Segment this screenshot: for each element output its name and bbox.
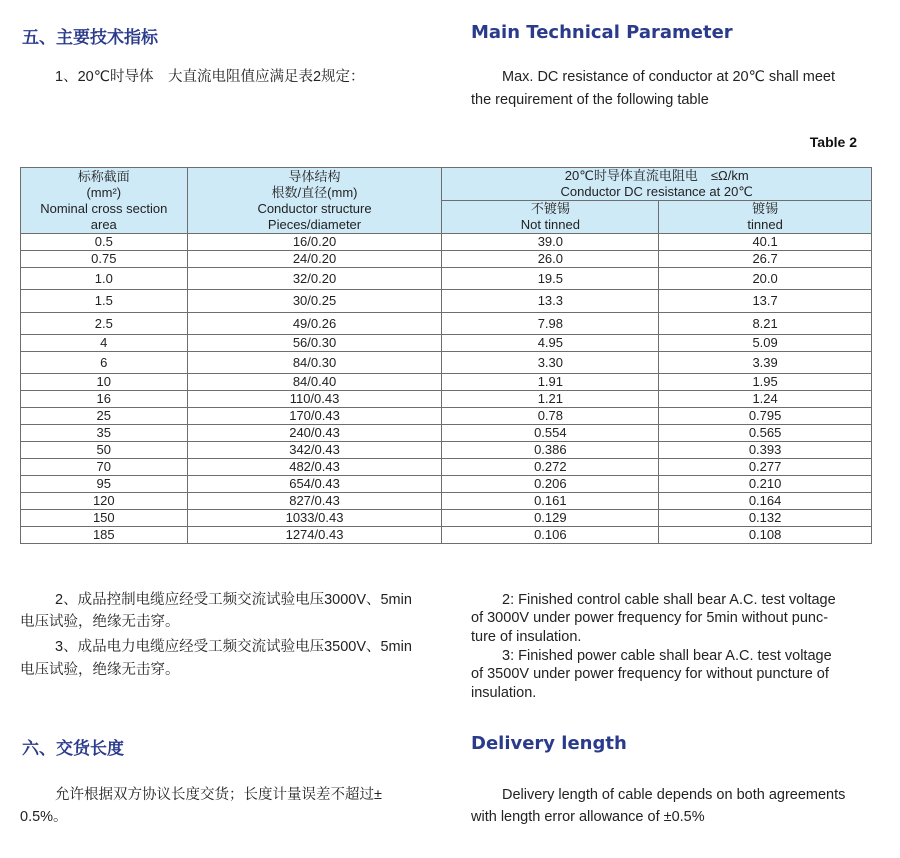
cell-tinned: 40.1 bbox=[659, 234, 872, 251]
cell-structure: 110/0.43 bbox=[187, 391, 442, 408]
cell-tinned: 26.7 bbox=[659, 251, 872, 268]
cell-area: 1.5 bbox=[21, 290, 188, 313]
intro-cn: 1、20℃时导体 大直流电阻值应满足表2规定： bbox=[55, 69, 365, 85]
cell-not-tinned: 0.554 bbox=[442, 425, 659, 442]
resistance-table bbox=[20, 167, 872, 544]
section5-heading-cn: 五、主要技术指标 bbox=[22, 28, 158, 48]
table-row bbox=[21, 352, 872, 374]
cell-tinned: 3.39 bbox=[659, 352, 872, 374]
table-caption: Table 2 bbox=[809, 134, 857, 150]
cell-tinned: 20.0 bbox=[659, 268, 872, 290]
table-row bbox=[21, 459, 872, 476]
table-row bbox=[21, 442, 872, 459]
item3-en-line2: of 3500V under power frequency for without puncture of bbox=[471, 666, 829, 682]
intro-en-line2: the requirement of the following table bbox=[471, 92, 709, 108]
cell-not-tinned: 26.0 bbox=[442, 251, 659, 268]
table-row bbox=[21, 391, 872, 408]
cell-area: 0.5 bbox=[21, 234, 188, 251]
item3-cn-line2: 电压试验，绝缘无击穿。 bbox=[20, 662, 180, 678]
table-row bbox=[21, 425, 872, 442]
table-row bbox=[21, 493, 872, 510]
item3-cn-line1: 3、成品电力电缆应经受工频交流试验电压3500V、5min bbox=[55, 639, 412, 655]
table-row bbox=[21, 268, 872, 290]
cell-structure: 482/0.43 bbox=[187, 459, 442, 476]
cell-tinned: 0.108 bbox=[659, 527, 872, 544]
header-section-area bbox=[21, 168, 188, 234]
header-tinned-en: tinned bbox=[747, 217, 783, 232]
cell-tinned: 1.95 bbox=[659, 374, 872, 391]
header-not-tinned-en: Not tinned bbox=[520, 217, 580, 232]
header-resistance-cn: 20℃时导体直流电阻电 ≤Ω/km bbox=[564, 168, 749, 183]
cell-structure: 30/0.25 bbox=[187, 290, 442, 313]
cell-structure: 342/0.43 bbox=[187, 442, 442, 459]
header-structure-cn2: 根数/直径(mm) bbox=[271, 184, 358, 200]
cell-structure: 654/0.43 bbox=[187, 476, 442, 493]
cell-area: 25 bbox=[21, 408, 188, 425]
delivery-cn-line1: 允许根据双方协议长度交货；长度计量误差不超过± bbox=[55, 787, 382, 803]
header-resistance-en: Conductor DC resistance at 20℃ bbox=[560, 184, 753, 199]
header-not-tinned bbox=[442, 201, 659, 234]
cell-tinned: 0.565 bbox=[659, 425, 872, 442]
cell-area: 50 bbox=[21, 442, 188, 459]
header-not-tinned-cn: 不镀锡 bbox=[530, 201, 570, 216]
cell-tinned: 0.393 bbox=[659, 442, 872, 459]
cell-not-tinned: 0.272 bbox=[442, 459, 659, 476]
item2-cn-line2: 电压试验，绝缘无击穿。 bbox=[20, 614, 180, 630]
header-structure-cn1: 导体结构 bbox=[288, 168, 341, 184]
cell-structure: 240/0.43 bbox=[187, 425, 442, 442]
section6-heading-cn: 六、交货长度 bbox=[22, 739, 124, 759]
table-row bbox=[21, 527, 872, 544]
cell-area: 6 bbox=[21, 352, 188, 374]
cell-tinned: 8.21 bbox=[659, 313, 872, 335]
table-row bbox=[21, 510, 872, 527]
cell-tinned: 0.277 bbox=[659, 459, 872, 476]
item2-en-line3: ture of insulation. bbox=[471, 629, 582, 645]
cell-not-tinned: 1.21 bbox=[442, 391, 659, 408]
cell-not-tinned: 13.3 bbox=[442, 290, 659, 313]
delivery-cn-line2: 0.5%。 bbox=[20, 809, 68, 825]
cell-structure: 170/0.43 bbox=[187, 408, 442, 425]
cell-tinned: 0.132 bbox=[659, 510, 872, 527]
cell-structure: 1274/0.43 bbox=[187, 527, 442, 544]
cell-tinned: 0.210 bbox=[659, 476, 872, 493]
cell-structure: 84/0.30 bbox=[187, 352, 442, 374]
cell-not-tinned: 0.161 bbox=[442, 493, 659, 510]
header-structure-en1: Conductor structure bbox=[257, 200, 372, 216]
item2-cn-line1: 2、成品控制电缆应经受工频交流试验电压3000V、5min bbox=[55, 592, 412, 608]
cell-not-tinned: 0.386 bbox=[442, 442, 659, 459]
header-section-cn: 标称截面 bbox=[77, 168, 130, 184]
cell-structure: 827/0.43 bbox=[187, 493, 442, 510]
item2-en-line1: 2: Finished control cable shall bear A.C. test voltage bbox=[502, 592, 836, 608]
header-tinned bbox=[659, 201, 872, 234]
header-resistance bbox=[442, 168, 872, 201]
cell-area: 95 bbox=[21, 476, 188, 493]
table-row bbox=[21, 234, 872, 251]
cell-structure: 56/0.30 bbox=[187, 335, 442, 352]
cell-not-tinned: 3.30 bbox=[442, 352, 659, 374]
cell-tinned: 5.09 bbox=[659, 335, 872, 352]
cell-structure: 24/0.20 bbox=[187, 251, 442, 268]
cell-tinned: 1.24 bbox=[659, 391, 872, 408]
section6-heading-en: Delivery length bbox=[471, 733, 627, 754]
header-tinned-cn: 镀锡 bbox=[752, 201, 779, 216]
cell-tinned: 0.795 bbox=[659, 408, 872, 425]
cell-area: 2.5 bbox=[21, 313, 188, 335]
table-row bbox=[21, 290, 872, 313]
table-row bbox=[21, 408, 872, 425]
header-section-unit: (mm²) bbox=[86, 184, 122, 200]
table-row bbox=[21, 313, 872, 335]
header-section-en1: Nominal cross section bbox=[40, 200, 168, 216]
item3-en-line1: 3: Finished power cable shall bear A.C. test voltage bbox=[502, 648, 832, 664]
cell-not-tinned: 4.95 bbox=[442, 335, 659, 352]
cell-area: 120 bbox=[21, 493, 188, 510]
cell-not-tinned: 39.0 bbox=[442, 234, 659, 251]
cell-structure: 49/0.26 bbox=[187, 313, 442, 335]
cell-area: 4 bbox=[21, 335, 188, 352]
cell-tinned: 0.164 bbox=[659, 493, 872, 510]
cell-area: 150 bbox=[21, 510, 188, 527]
cell-area: 70 bbox=[21, 459, 188, 476]
cell-area: 185 bbox=[21, 527, 188, 544]
cell-not-tinned: 0.129 bbox=[442, 510, 659, 527]
table-row bbox=[21, 476, 872, 493]
cell-structure: 1033/0.43 bbox=[187, 510, 442, 527]
header-section-en2: area bbox=[90, 216, 117, 232]
cell-structure: 32/0.20 bbox=[187, 268, 442, 290]
cell-not-tinned: 19.5 bbox=[442, 268, 659, 290]
table-row bbox=[21, 251, 872, 268]
cell-area: 10 bbox=[21, 374, 188, 391]
cell-structure: 16/0.20 bbox=[187, 234, 442, 251]
header-structure bbox=[187, 168, 442, 234]
cell-area: 0.75 bbox=[21, 251, 188, 268]
cell-not-tinned: 1.91 bbox=[442, 374, 659, 391]
table-row bbox=[21, 335, 872, 352]
intro-en-line1: Max. DC resistance of conductor at 20℃ shall meet bbox=[502, 69, 836, 85]
cell-area: 16 bbox=[21, 391, 188, 408]
section5-heading-en: Main Technical Parameter bbox=[471, 22, 733, 43]
cell-not-tinned: 0.106 bbox=[442, 527, 659, 544]
cell-tinned: 13.7 bbox=[659, 290, 872, 313]
item2-en-line2: of 3000V under power frequency for 5min without punc- bbox=[471, 610, 829, 626]
cell-not-tinned: 0.78 bbox=[442, 408, 659, 425]
cell-area: 35 bbox=[21, 425, 188, 442]
table-row bbox=[21, 374, 872, 391]
header-structure-en2: Pieces/diameter bbox=[267, 216, 362, 232]
delivery-en-line1: Delivery length of cable depends on both agreements bbox=[502, 787, 846, 803]
delivery-en-line2: with length error allowance of ±0.5% bbox=[471, 809, 705, 825]
cell-area: 1.0 bbox=[21, 268, 188, 290]
cell-not-tinned: 7.98 bbox=[442, 313, 659, 335]
item3-en-line3: insulation. bbox=[471, 685, 537, 701]
cell-not-tinned: 0.206 bbox=[442, 476, 659, 493]
cell-structure: 84/0.40 bbox=[187, 374, 442, 391]
